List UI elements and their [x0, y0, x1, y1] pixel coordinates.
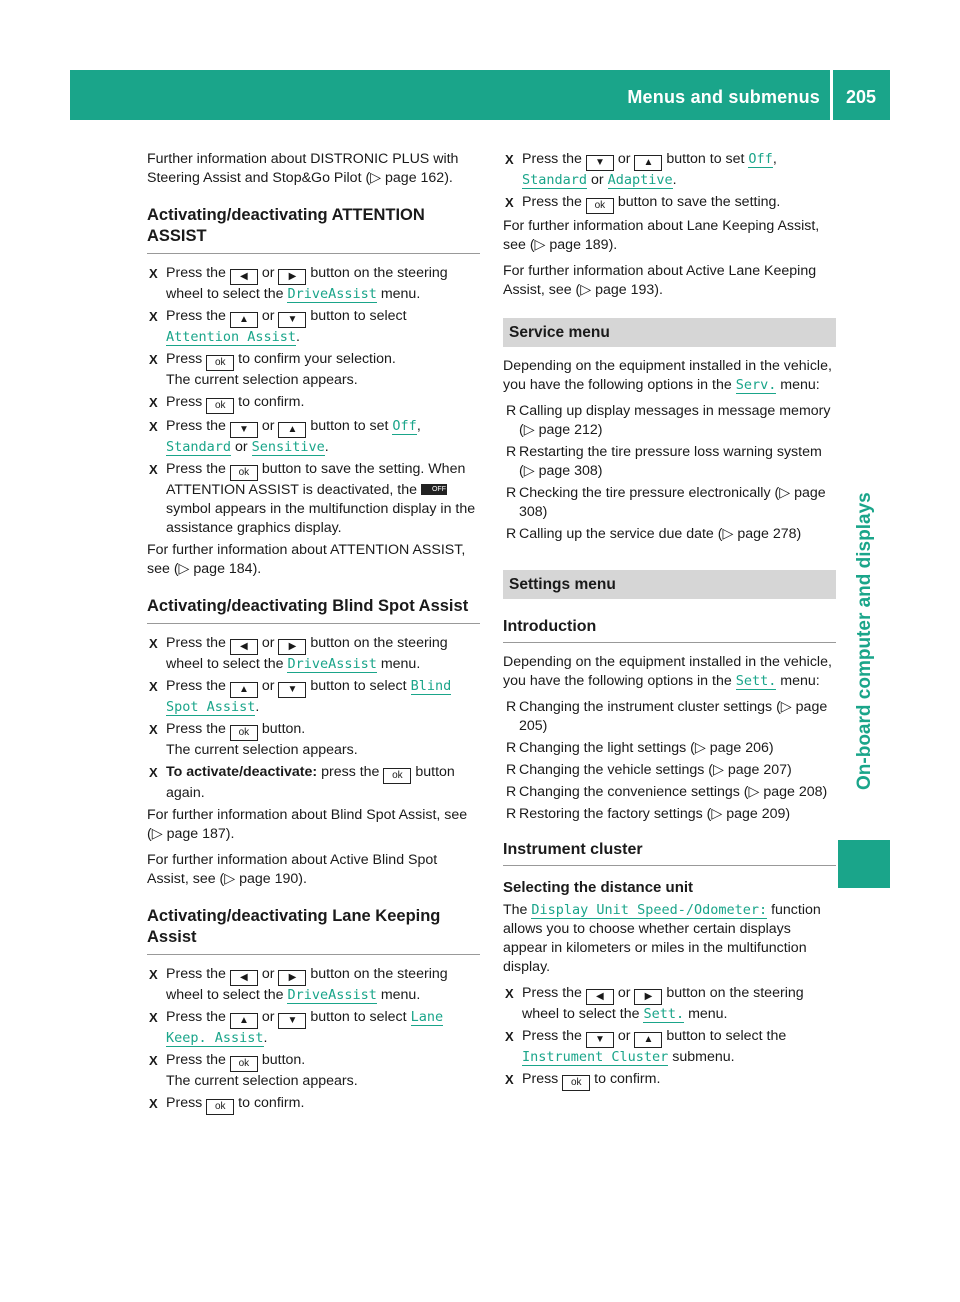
down-arrow-key-icon: ▼ [278, 682, 306, 698]
blind-spot-reference: For further information about Blind Spot Assist, see (▷ page 187). [147, 807, 468, 842]
up-arrow-key-icon: ▲ [230, 1013, 258, 1029]
down-arrow-key-icon: ▼ [278, 312, 306, 328]
down-arrow-key-icon: ▼ [586, 1032, 614, 1048]
distance-unit-heading: Selecting the distance unit [503, 879, 694, 896]
step: X Press the ok button. The current selection appears. [149, 721, 358, 758]
step: X Press the ▲ or ▼ button to select Attention Assist. [149, 308, 407, 345]
attention-reference: For further information about ATTENTION ASSIST, see (▷ page 184). [147, 542, 466, 577]
attention-assist-off-icon [421, 484, 447, 495]
ok-key-icon: ok [230, 725, 258, 741]
list-item: R Checking the tire pressure electronically (▷ page 308) [506, 485, 826, 520]
left-arrow-key-icon: ◀ [230, 639, 258, 655]
lane-keeping-heading: Activating/deactivating Lane Keeping Assist [147, 896, 480, 955]
up-arrow-key-icon: ▲ [634, 155, 662, 171]
ok-key-icon: ok [562, 1075, 590, 1091]
service-options-list [503, 402, 836, 544]
chapter-tab [838, 120, 890, 1282]
step: X Press the ok button. The current selection appears. [149, 1052, 358, 1089]
list-item: R Changing the instrument cluster settings (▷ page 205) [506, 699, 828, 734]
settings-options-list [503, 698, 836, 824]
list-item: R Changing the convenience settings (▷ page 208) [506, 784, 828, 800]
ok-key-icon: ok [206, 355, 234, 371]
section-title: Menus and submenus [627, 87, 820, 107]
right-arrow-key-icon: ▶ [278, 269, 306, 285]
page-number: 205 [846, 87, 877, 107]
ok-key-icon: ok [230, 1056, 258, 1072]
ok-key-icon: ok [206, 1099, 234, 1115]
chapter-marker [838, 840, 890, 888]
list-item: R Restarting the tire pressure loss warning system (▷ page 308) [506, 444, 822, 479]
menu-name: DriveAssist [287, 286, 377, 302]
step: X Press the ▲ or ▼ button to select Lane Keep. Assist. [149, 1009, 444, 1046]
distance-unit-text: The Display Unit Speed-/Odometer: function allows you to choose whether certain displays appear in kilometers or miles in the multifunction display. [503, 902, 821, 975]
active-blind-spot-reference: For further information about Active Blind Spot Assist, see (▷ page 190). [147, 852, 438, 887]
step: X Press ok to confirm. [503, 1070, 836, 1091]
left-arrow-key-icon: ◀ [586, 989, 614, 1005]
attention-assist-heading: Activating/deactivating ATTENTION ASSIST [147, 195, 480, 254]
right-arrow-key-icon: ▶ [634, 989, 662, 1005]
list-item: R Changing the light settings (▷ page 206) [506, 740, 774, 756]
ok-key-icon: ok [586, 198, 614, 214]
up-arrow-key-icon: ▲ [230, 312, 258, 328]
step: X Press the ok button to save the setting. [503, 193, 836, 214]
step: X Press the ok button to save the setting. When ATTENTION ASSIST is deactivated, the OFF symbol appears in the multifunction display in the assistance graphics display. [147, 460, 480, 538]
step: X Press the ▼ or ▲ button to select the Instrument Cluster submenu. [505, 1028, 787, 1065]
list-item: R Changing the vehicle settings (▷ page 207) [506, 762, 792, 778]
ok-key-icon: ok [206, 398, 234, 414]
service-menu-bar: Service menu [503, 318, 836, 347]
distronic-reference: Further information about DISTRONIC PLUS with Steering Assist and Stop&Go Pilot (▷ page 162). [147, 151, 459, 186]
right-column [503, 150, 836, 1094]
menu-item: Attention Assist [166, 329, 297, 345]
up-arrow-key-icon: ▲ [230, 682, 258, 698]
step: X To activate/deactivate: press the ok button again. [149, 764, 455, 801]
settings-intro: Depending on the equipment installed in the vehicle, you have the following options in the Sett. menu: [503, 654, 832, 689]
ok-key-icon: ok [383, 768, 411, 784]
service-intro: Depending on the equipment installed in the vehicle, you have the following options in the Serv. menu: [503, 358, 832, 393]
step: X Press ok to confirm your selection. The current selection appears. [149, 351, 396, 388]
list-item: R Calling up display messages in message memory (▷ page 212) [506, 403, 831, 438]
up-arrow-key-icon: ▲ [278, 422, 306, 438]
step: X Press ok to confirm. [147, 393, 480, 414]
page-header [70, 70, 890, 120]
ok-key-icon: ok [230, 465, 258, 481]
right-arrow-key-icon: ▶ [278, 970, 306, 986]
lane-keeping-reference: For further information about Lane Keeping Assist, see (▷ page 189). [503, 218, 820, 253]
step: X Press the ▼ or ▲ button to set Off, Standard or Adaptive. [505, 151, 777, 188]
step: X Press the ◀ or ▶ button on the steering wheel to select the DriveAssist menu. [149, 966, 448, 1003]
left-arrow-key-icon: ◀ [230, 269, 258, 285]
down-arrow-key-icon: ▼ [586, 155, 614, 171]
step: X Press the ▼ or ▲ button to set Off, Standard or Sensitive. [149, 418, 421, 455]
right-arrow-key-icon: ▶ [278, 639, 306, 655]
active-lane-keeping-reference: For further information about Active Lane Keeping Assist, see (▷ page 193). [503, 263, 817, 298]
step: X Press ok to confirm. [147, 1094, 480, 1115]
list-item: R Restoring the factory settings (▷ page 209) [506, 806, 791, 822]
list-item: R Calling up the service due date (▷ page 278) [506, 526, 802, 542]
step: X Press the ◀ or ▶ button on the steering wheel to select the Sett. menu. [505, 985, 804, 1022]
introduction-heading: Introduction [503, 609, 836, 643]
step: X Press the ▲ or ▼ button to select Blind Spot Assist. [149, 678, 452, 715]
up-arrow-key-icon: ▲ [634, 1032, 662, 1048]
instrument-cluster-heading: Instrument cluster [503, 832, 836, 866]
left-column [147, 150, 480, 1118]
settings-menu-bar: Settings menu [503, 570, 836, 599]
chapter-label: On-board computer and displays [854, 492, 875, 790]
header-divider [830, 70, 833, 120]
step: X Press the ◀ or ▶ button on the steering wheel to select the DriveAssist menu. [149, 635, 448, 672]
down-arrow-key-icon: ▼ [230, 422, 258, 438]
left-arrow-key-icon: ◀ [230, 970, 258, 986]
blind-spot-heading: Activating/deactivating Blind Spot Assist [147, 586, 480, 624]
down-arrow-key-icon: ▼ [278, 1013, 306, 1029]
step: X Press the ◀ or ▶ button on the steering wheel to select the DriveAssist menu. [149, 265, 448, 302]
